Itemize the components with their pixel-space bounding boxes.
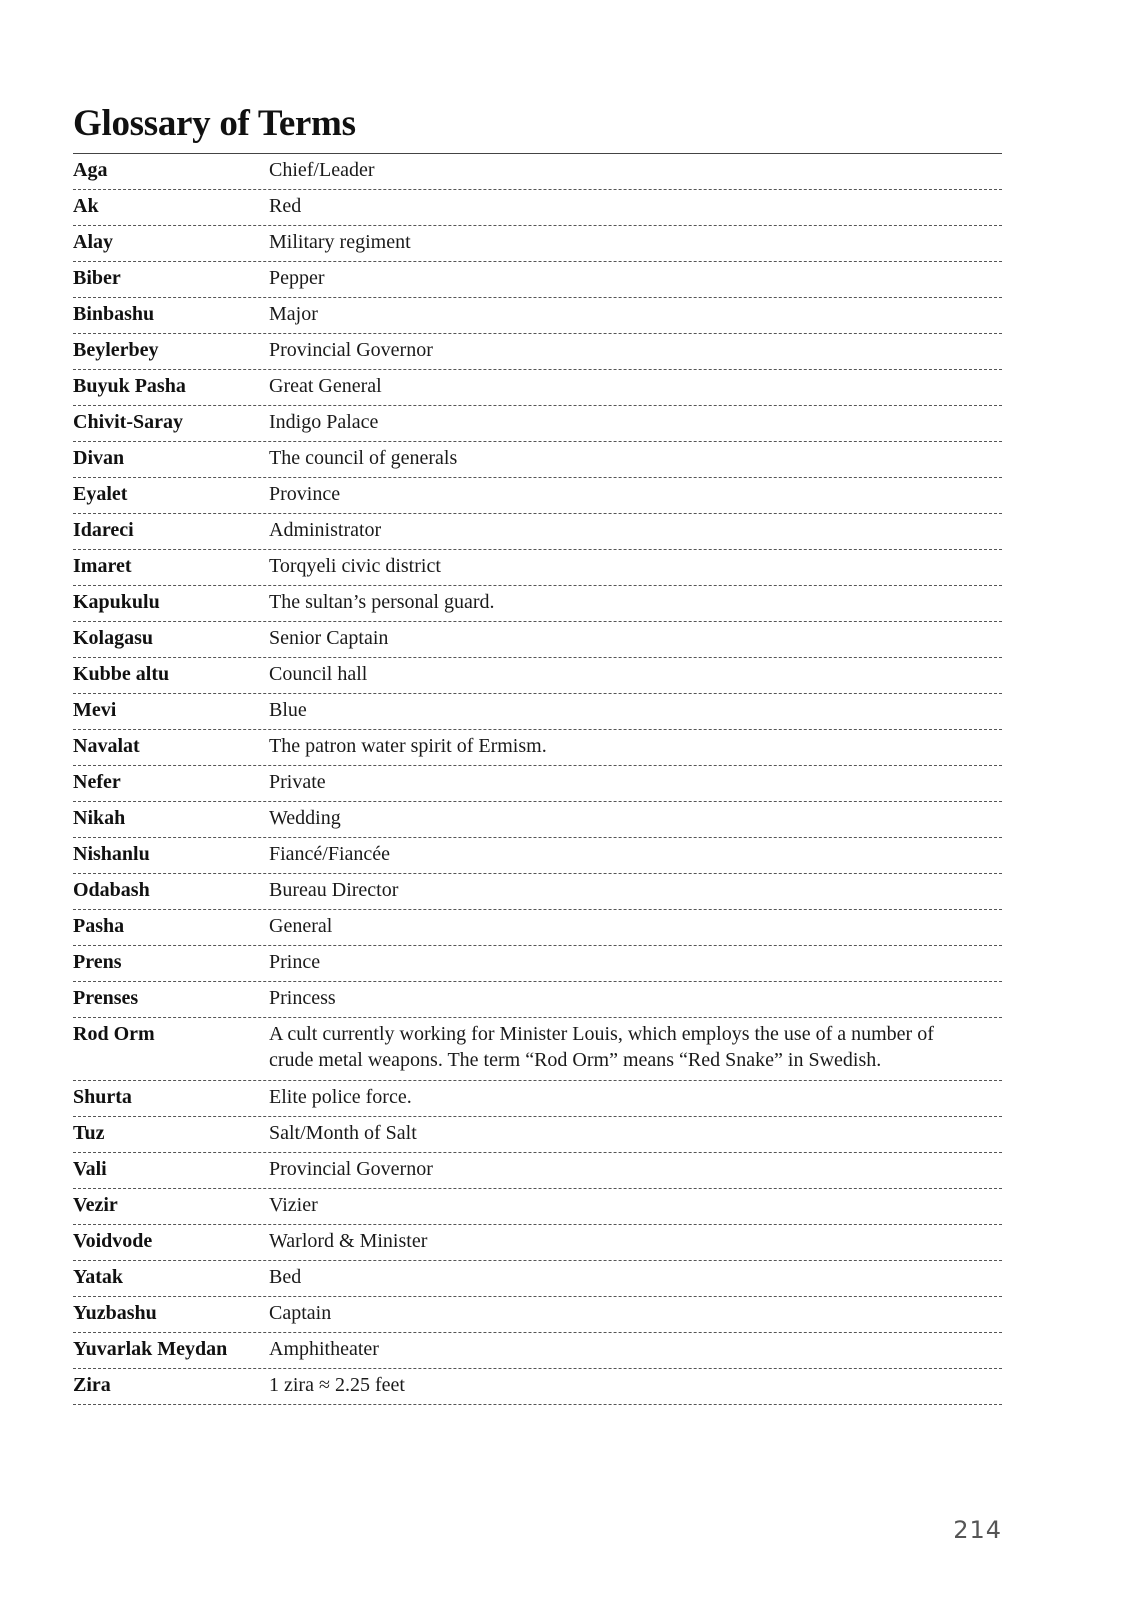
glossary-term: Rod Orm — [73, 1023, 155, 1045]
glossary-term: Beylerbey — [73, 339, 159, 361]
glossary-definition: The patron water spirit of Ermism. — [269, 735, 547, 757]
glossary-term: Eyalet — [73, 483, 128, 505]
glossary-row — [73, 370, 1002, 406]
glossary-row — [73, 478, 1002, 514]
glossary-term: Navalat — [73, 735, 140, 757]
glossary-row — [73, 262, 1002, 298]
glossary-term: Nefer — [73, 771, 121, 793]
glossary-term: Tuz — [73, 1122, 105, 1144]
glossary-term: Chivit-Saray — [73, 411, 183, 433]
glossary-row — [73, 910, 1002, 946]
glossary-row — [73, 1369, 1002, 1405]
glossary-definition: General — [269, 915, 333, 937]
glossary-row — [73, 190, 1002, 226]
glossary-definition: Warlord & Minister — [269, 1230, 428, 1252]
glossary-table — [73, 154, 1002, 1405]
glossary-term: Divan — [73, 447, 125, 469]
glossary-definition: Major — [269, 303, 318, 325]
glossary-definition: Administrator — [269, 519, 382, 541]
glossary-term: Ak — [73, 195, 99, 217]
glossary-definition: Torqyeli civic district — [269, 555, 441, 577]
glossary-term: Imaret — [73, 555, 132, 577]
glossary-row — [73, 802, 1002, 838]
glossary-row — [73, 838, 1002, 874]
glossary-definition: Provincial Governor — [269, 339, 433, 361]
glossary-term: Vezir — [73, 1194, 118, 1216]
glossary-definition: Chief/Leader — [269, 159, 375, 181]
glossary-row — [73, 766, 1002, 802]
glossary-row — [73, 514, 1002, 550]
glossary-term: Buyuk Pasha — [73, 375, 186, 397]
glossary-row — [73, 406, 1002, 442]
glossary-definition: Bed — [269, 1266, 302, 1288]
glossary-term: Yatak — [73, 1266, 124, 1288]
glossary-term: Binbashu — [73, 303, 155, 325]
glossary-term: Kolagasu — [73, 627, 154, 649]
glossary-row — [73, 1297, 1002, 1333]
glossary-term: Aga — [73, 159, 108, 181]
page-title: Glossary of Terms — [73, 103, 356, 144]
glossary-definition: Bureau Director — [269, 879, 399, 901]
glossary-row — [73, 1153, 1002, 1189]
glossary-term: Zira — [73, 1374, 111, 1396]
glossary-row — [73, 1333, 1002, 1369]
glossary-row — [73, 694, 1002, 730]
glossary-term: Pasha — [73, 915, 125, 937]
glossary-term: Yuvarlak Meydan — [73, 1338, 228, 1360]
glossary-definition: Province — [269, 483, 341, 505]
glossary-term: Kubbe altu — [73, 663, 170, 685]
glossary-term: Mevi — [73, 699, 117, 721]
glossary-row — [73, 298, 1002, 334]
glossary-term: Odabash — [73, 879, 150, 901]
glossary-row — [73, 154, 1002, 190]
glossary-definition: Provincial Governor — [269, 1158, 433, 1180]
glossary-row — [73, 658, 1002, 694]
glossary-definition: The council of generals — [269, 447, 458, 469]
glossary-definition: Princess — [269, 987, 336, 1009]
glossary-definition: The sultan’s personal guard. — [269, 591, 495, 613]
glossary-term: Yuzbashu — [73, 1302, 157, 1324]
glossary-term: Prenses — [73, 987, 139, 1009]
glossary-definition: Elite police force. — [269, 1086, 412, 1108]
glossary-term: Idareci — [73, 519, 134, 541]
glossary-row — [73, 550, 1002, 586]
glossary-term: Voidvode — [73, 1230, 153, 1252]
glossary-definition: Red — [269, 195, 302, 217]
glossary-definition: Wedding — [269, 807, 341, 829]
glossary-row — [73, 226, 1002, 262]
glossary-row — [73, 334, 1002, 370]
glossary-definition: Private — [269, 771, 326, 793]
glossary-definition: Salt/Month of Salt — [269, 1122, 417, 1144]
glossary-row — [73, 982, 1002, 1018]
glossary-definition: Fiancé/Fiancée — [269, 843, 391, 865]
glossary-row — [73, 1117, 1002, 1153]
glossary-term: Vali — [73, 1158, 107, 1180]
glossary-term: Biber — [73, 267, 121, 289]
glossary-row — [73, 1081, 1002, 1117]
glossary-row — [73, 622, 1002, 658]
glossary-definition: Great General — [269, 375, 382, 397]
glossary-row — [73, 874, 1002, 910]
glossary-definition: Military regiment — [269, 231, 411, 253]
glossary-definition: Council hall — [269, 663, 368, 685]
glossary-term: Kapukulu — [73, 591, 160, 613]
glossary-definition: A cult currently working for Minister Louis, which employs the use of a number of crude metal weapons. The term “Rod Orm” means “Red Snake” in Swedish. — [269, 1023, 934, 1071]
glossary-row — [73, 1018, 1002, 1081]
glossary-row — [73, 1261, 1002, 1297]
glossary-definition: Captain — [269, 1302, 332, 1324]
glossary-term: Nikah — [73, 807, 126, 829]
glossary-term: Alay — [73, 231, 113, 253]
glossary-definition: Indigo Palace — [269, 411, 379, 433]
glossary-term: Shurta — [73, 1086, 132, 1108]
glossary-row — [73, 1225, 1002, 1261]
glossary-definition: 1 zira ≈ 2.25 feet — [269, 1374, 405, 1396]
glossary-definition: Pepper — [269, 267, 325, 289]
glossary-definition: Blue — [269, 699, 307, 721]
glossary-definition: Vizier — [269, 1194, 318, 1216]
page-number: 214 — [953, 1516, 1002, 1544]
glossary-row — [73, 442, 1002, 478]
glossary-definition: Senior Captain — [269, 627, 389, 649]
glossary-term: Nishanlu — [73, 843, 150, 865]
glossary-row — [73, 586, 1002, 622]
glossary-definition: Amphitheater — [269, 1338, 379, 1360]
glossary-row — [73, 1189, 1002, 1225]
glossary-definition: Prince — [269, 951, 321, 973]
glossary-row — [73, 946, 1002, 982]
glossary-term: Prens — [73, 951, 122, 973]
glossary-row — [73, 730, 1002, 766]
